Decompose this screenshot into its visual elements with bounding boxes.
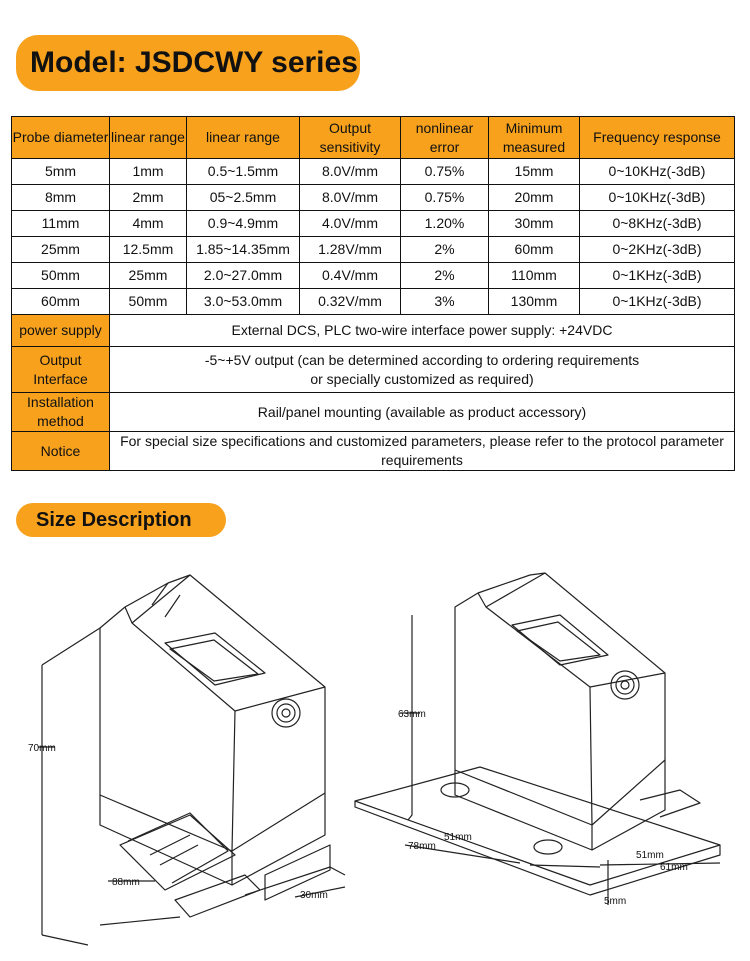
table-cell: 4mm bbox=[110, 211, 187, 237]
left-height-label: 70mm bbox=[28, 743, 56, 754]
table-cell: 0~2KHz(-3dB) bbox=[580, 237, 735, 263]
table-cell: 1.85~14.35mm bbox=[187, 237, 300, 263]
table-cell: 0.4V/mm bbox=[300, 263, 401, 289]
power-supply-label: power supply bbox=[12, 315, 110, 347]
table-cell: 8.0V/mm bbox=[300, 185, 401, 211]
table-cell: 0.5~1.5mm bbox=[187, 159, 300, 185]
size-description-title: Size Description bbox=[36, 509, 192, 531]
table-header-row bbox=[12, 117, 735, 159]
table-cell: 1.20% bbox=[401, 211, 489, 237]
output-interface-value: -5~+5V output (can be determined according to ordering requirements or specially customized as required) bbox=[110, 347, 735, 393]
table-cell: 2mm bbox=[110, 185, 187, 211]
table-cell: 2% bbox=[401, 263, 489, 289]
size-description-banner bbox=[16, 503, 226, 537]
table-cell: 8.0V/mm bbox=[300, 159, 401, 185]
table-cell: 0~10KHz(-3dB) bbox=[580, 159, 735, 185]
table-cell: 0~1KHz(-3dB) bbox=[580, 263, 735, 289]
left-width-label: 30mm bbox=[300, 890, 328, 901]
installation-value: Rail/panel mounting (available as product accessory) bbox=[110, 393, 735, 432]
spec-table bbox=[11, 116, 735, 471]
table-cell: 11mm bbox=[12, 211, 110, 237]
left-device-drawing bbox=[38, 575, 345, 945]
dimension-drawings bbox=[0, 545, 750, 955]
table-cell: 25mm bbox=[110, 263, 187, 289]
table-cell: 05~2.5mm bbox=[187, 185, 300, 211]
table-row bbox=[12, 263, 735, 289]
installation-label: Installation method bbox=[12, 393, 110, 432]
installation-row bbox=[12, 393, 735, 432]
right-base-length-label: 78mm bbox=[408, 841, 436, 852]
table-row bbox=[12, 289, 735, 315]
table-cell: 3.0~53.0mm bbox=[187, 289, 300, 315]
table-cell: 1mm bbox=[110, 159, 187, 185]
output-interface-row bbox=[12, 347, 735, 393]
header-cell: linear range bbox=[187, 117, 300, 159]
right-base-inner-label: 51mm bbox=[444, 832, 472, 843]
table-cell: 0.32V/mm bbox=[300, 289, 401, 315]
table-cell: 2% bbox=[401, 237, 489, 263]
table-cell: 1.28V/mm bbox=[300, 237, 401, 263]
table-cell: 0~10KHz(-3dB) bbox=[580, 185, 735, 211]
table-cell: 0.75% bbox=[401, 159, 489, 185]
table-row bbox=[12, 159, 735, 185]
table-cell: 15mm bbox=[489, 159, 580, 185]
power-supply-value: External DCS, PLC two-wire interface power supply: +24VDC bbox=[110, 315, 735, 347]
table-row bbox=[12, 237, 735, 263]
table-cell: 12.5mm bbox=[110, 237, 187, 263]
table-cell: 30mm bbox=[489, 211, 580, 237]
table-cell: 130mm bbox=[489, 289, 580, 315]
right-device-drawing bbox=[355, 573, 720, 905]
table-cell: 2.0~27.0mm bbox=[187, 263, 300, 289]
notice-row bbox=[12, 432, 735, 471]
power-supply-row bbox=[12, 315, 735, 347]
table-cell: 8mm bbox=[12, 185, 110, 211]
right-thickness-label: 5mm bbox=[604, 896, 627, 907]
left-length-label: 88mm bbox=[112, 877, 140, 888]
table-cell: 0.9~4.9mm bbox=[187, 211, 300, 237]
right-height-label: 63mm bbox=[398, 709, 426, 720]
output-interface-label: Output Interface bbox=[12, 347, 110, 393]
header-cell: linear range bbox=[110, 117, 187, 159]
table-row bbox=[12, 211, 735, 237]
model-title-banner bbox=[16, 35, 360, 91]
table-cell: 0~1KHz(-3dB) bbox=[580, 289, 735, 315]
table-cell: 4.0V/mm bbox=[300, 211, 401, 237]
table-cell: 0.75% bbox=[401, 185, 489, 211]
table-cell: 0~8KHz(-3dB) bbox=[580, 211, 735, 237]
model-title: Model: JSDCWY series bbox=[30, 46, 358, 79]
header-cell: Probe diameter bbox=[12, 117, 110, 159]
table-cell: 25mm bbox=[12, 237, 110, 263]
table-cell: 3% bbox=[401, 289, 489, 315]
notice-label: Notice bbox=[12, 432, 110, 471]
table-cell: 50mm bbox=[110, 289, 187, 315]
header-cell: Output sensitivity bbox=[300, 117, 401, 159]
table-cell: 20mm bbox=[489, 185, 580, 211]
header-cell: Minimum measured bbox=[489, 117, 580, 159]
table-cell: 50mm bbox=[12, 263, 110, 289]
left-dimension-labels bbox=[28, 743, 328, 901]
header-cell: nonlinear error bbox=[401, 117, 489, 159]
header-cell: Frequency response bbox=[580, 117, 735, 159]
table-row bbox=[12, 185, 735, 211]
table-cell: 60mm bbox=[12, 289, 110, 315]
right-width-label: 61mm bbox=[660, 862, 688, 873]
table-cell: 5mm bbox=[12, 159, 110, 185]
notice-value: For special size specifications and customized parameters, please refer to the protocol parameter requirements bbox=[110, 432, 735, 471]
table-cell: 110mm bbox=[489, 263, 580, 289]
right-inner-width-label: 51mm bbox=[636, 850, 664, 861]
table-cell: 60mm bbox=[489, 237, 580, 263]
